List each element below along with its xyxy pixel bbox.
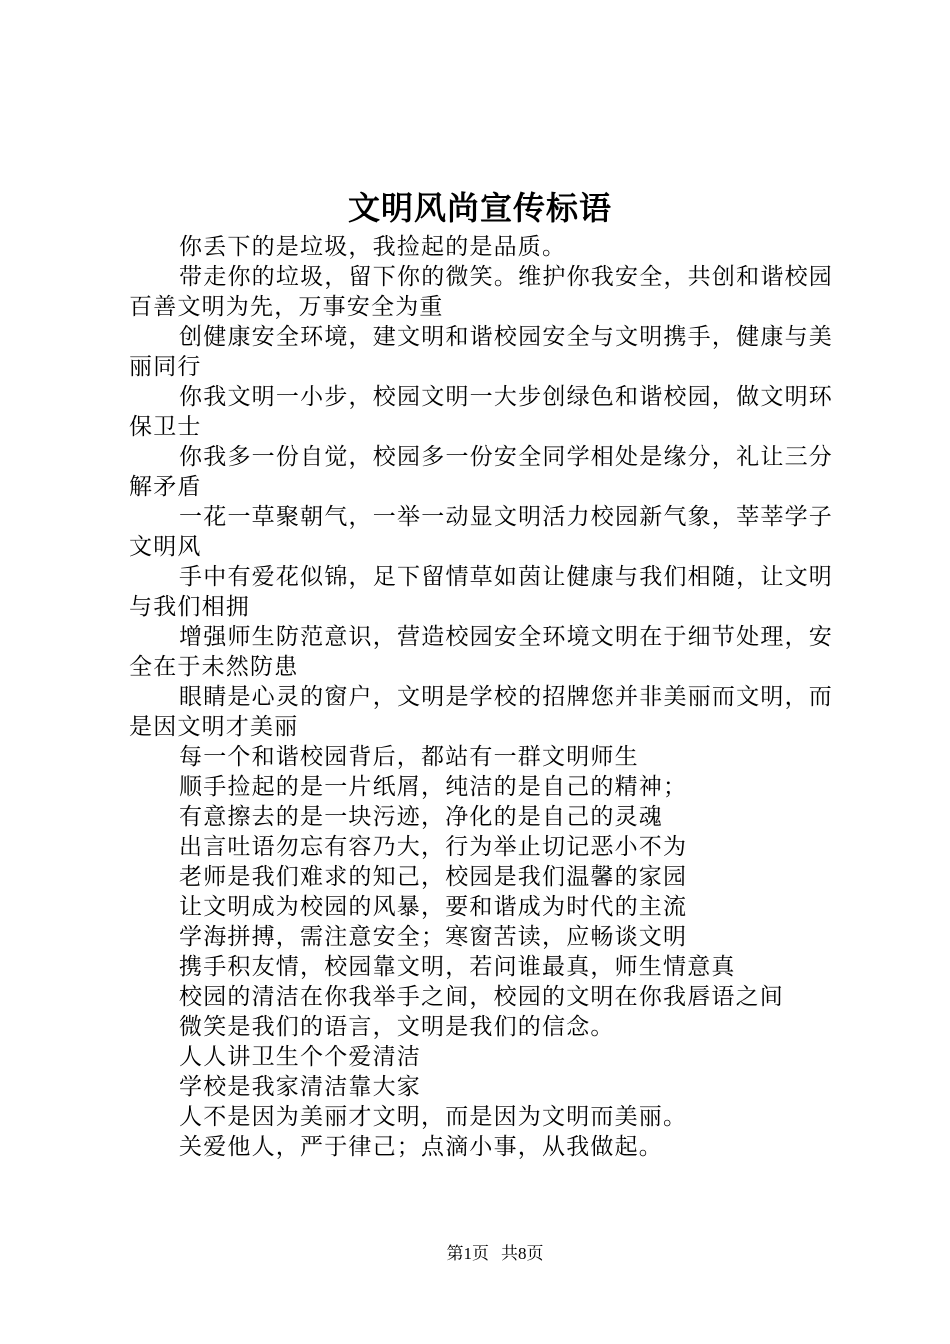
slogan-paragraph: 微笑是我们的语言，文明是我们的信念。 <box>179 1014 615 1040</box>
slogan-paragraph: 学校是我家清洁靠大家 <box>179 1074 421 1100</box>
slogan-paragraph: 一花一草聚朝气，一举一动显文明活力校园新气象，莘莘学子文明风 <box>129 504 833 560</box>
slogan-paragraph: 学海拼搏，需注意安全；寒窗苦读，应畅谈文明 <box>179 924 688 950</box>
slogan-paragraph: 关爱他人，严于律己；点滴小事，从我做起。 <box>179 1134 663 1160</box>
slogan-paragraph: 增强师生防范意识，营造校园安全环境文明在于细节处理，安全在于未然防患 <box>129 624 833 680</box>
page-total: 共8页 <box>501 1244 544 1263</box>
slogan-paragraph: 创健康安全环境，建文明和谐校园安全与文明携手，健康与美丽同行 <box>129 324 833 380</box>
slogan-paragraph: 老师是我们难求的知己，校园是我们温馨的家园 <box>179 864 688 890</box>
slogan-paragraph: 让文明成为校园的风暴，要和谐成为时代的主流 <box>179 894 688 920</box>
slogan-paragraph: 你我多一份自觉，校园多一份安全同学相处是缘分，礼让三分解矛盾 <box>129 444 833 500</box>
document-body <box>129 232 833 1162</box>
slogan-paragraph: 出言吐语勿忘有容乃大，行为举止切记恶小不为 <box>179 834 688 860</box>
slogan-paragraph: 带走你的垃圾，留下你的微笑。维护你我安全，共创和谐校园百善文明为先，万事安全为重 <box>129 264 833 320</box>
slogan-paragraph: 人人讲卫生个个爱清洁 <box>179 1044 421 1070</box>
slogan-paragraph: 人不是因为美丽才文明，而是因为文明而美丽。 <box>179 1104 688 1130</box>
slogan-paragraph: 你丢下的是垃圾，我捡起的是品质。 <box>179 234 567 260</box>
slogan-paragraph: 有意擦去的是一块污迹，净化的是自己的灵魂 <box>179 804 663 830</box>
slogan-paragraph: 校园的清洁在你我举手之间，校园的文明在你我唇语之间 <box>179 984 784 1010</box>
page-footer <box>0 1242 950 1266</box>
slogan-paragraph: 你我文明一小步，校园文明一大步创绿色和谐校园，做文明环保卫士 <box>129 384 833 440</box>
slogan-paragraph: 每一个和谐校园背后，都站有一群文明师生 <box>179 744 639 770</box>
slogan-paragraph: 顺手捡起的是一片纸屑，纯洁的是自己的精神； <box>179 774 688 800</box>
page-number: 第1页 <box>446 1244 489 1263</box>
slogan-paragraph: 手中有爱花似锦，足下留情草如茵让健康与我们相随，让文明与我们相拥 <box>129 564 833 620</box>
slogan-paragraph: 眼睛是心灵的窗户，文明是学校的招牌您并非美丽而文明，而是因文明才美丽 <box>129 684 833 740</box>
slogan-paragraph: 携手积友情，校园靠文明，若问谁最真，师生情意真 <box>179 954 736 980</box>
document-title: 文明风尚宣传标语 <box>347 189 612 227</box>
